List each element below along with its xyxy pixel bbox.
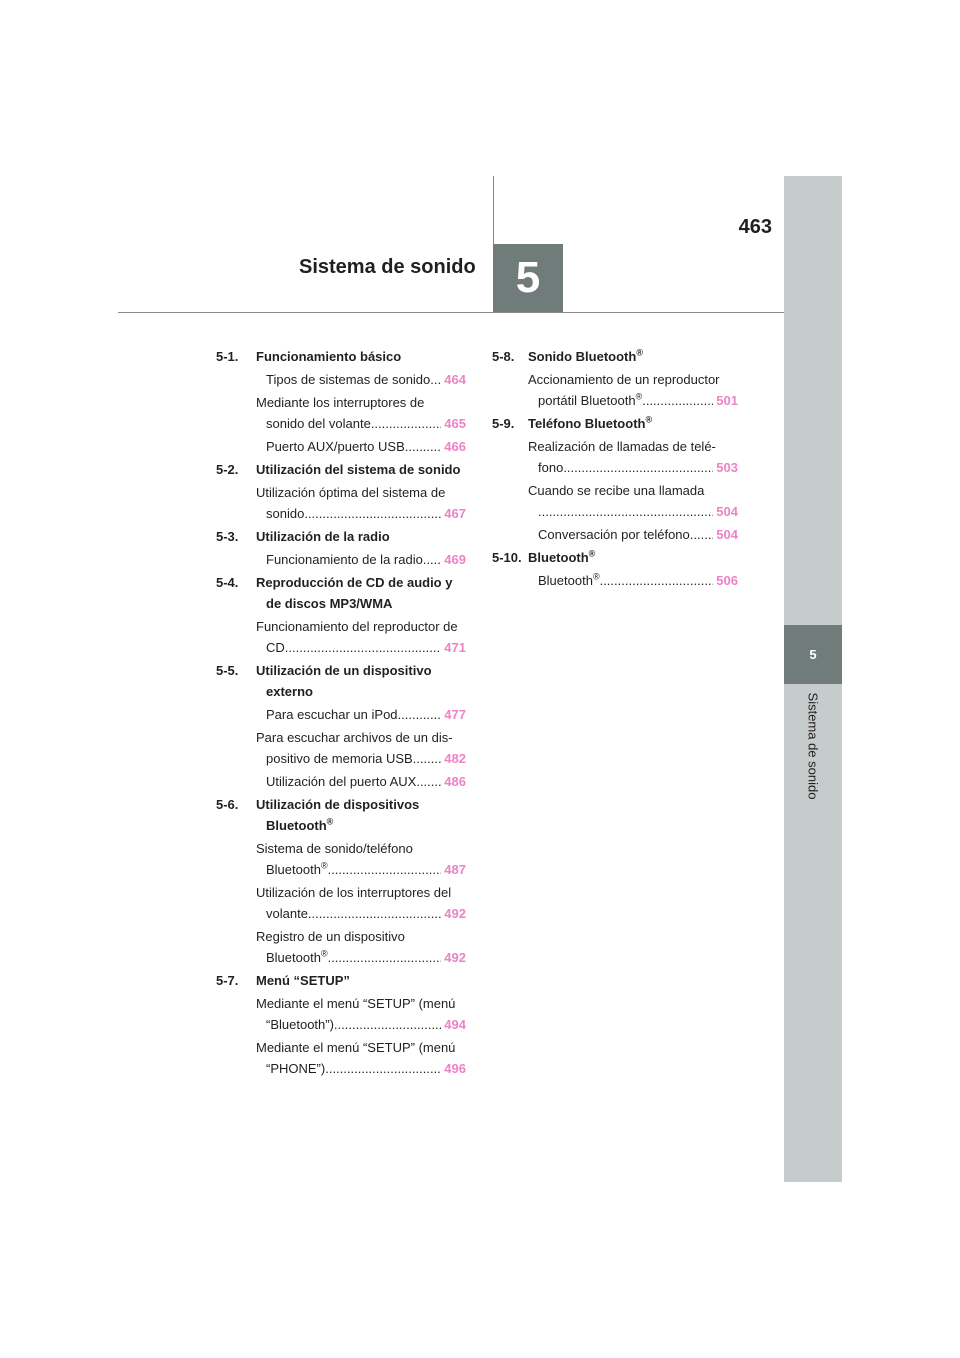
toc-entry[interactable] (256, 838, 466, 880)
toc-section-number: 5-1. (216, 349, 239, 364)
toc-page-link[interactable]: 504 (716, 527, 738, 542)
toc-entry-line (266, 748, 466, 769)
toc-entry-text: Bluetooth® (538, 571, 600, 588)
toc-entry-line (538, 457, 738, 478)
toc-entry[interactable] (256, 436, 466, 457)
chapter-number-box: 5 (493, 244, 563, 312)
dot-leader (325, 1058, 441, 1079)
side-tab-label: Sistema de sonido (805, 692, 821, 800)
dot-leader (308, 903, 441, 924)
toc-entry[interactable] (528, 570, 738, 591)
toc-entry-text: Bluetooth® (266, 948, 328, 965)
toc-section (492, 547, 738, 568)
dot-leader (430, 369, 441, 390)
toc-entry-line (538, 524, 738, 545)
toc-entry-text: “PHONE”) (266, 1061, 326, 1076)
toc-entry[interactable] (256, 882, 466, 924)
toc-entry-line (266, 859, 466, 880)
toc-entry-line (266, 503, 466, 524)
toc-section-number: 5-9. (492, 416, 515, 431)
toc-entry[interactable] (528, 480, 738, 522)
toc-entry[interactable] (528, 369, 738, 411)
toc-entry[interactable] (256, 993, 466, 1035)
dot-leader (563, 457, 713, 478)
toc-section (492, 413, 738, 434)
registered-mark: ® (645, 414, 653, 425)
dot-leader (328, 947, 442, 968)
toc-section-title: Sonido Bluetooth® (528, 347, 643, 364)
toc-section-number: 5-8. (492, 349, 515, 364)
toc-entry-text: Funcionamiento de la radio (266, 552, 423, 567)
toc-entry-line (266, 549, 466, 570)
dot-leader (334, 1014, 441, 1035)
toc-page-link[interactable]: 501 (716, 393, 738, 408)
toc-entry-text: Utilización óptima del sistema de (256, 485, 446, 500)
toc-page-link[interactable]: 486 (444, 774, 466, 789)
toc-page-link[interactable]: 467 (444, 506, 466, 521)
toc-entry-text: sonido del volante (266, 416, 371, 431)
toc-section-number: 5-7. (216, 973, 239, 988)
toc-section-title: Teléfono Bluetooth® (528, 414, 653, 431)
toc-entry-text: positivo de memoria USB (266, 751, 413, 766)
toc-entry-line (266, 947, 466, 968)
toc-page-link[interactable]: 466 (444, 439, 466, 454)
toc-entry-text: Tipos de sistemas de sonido (266, 372, 431, 387)
toc-entry-line (266, 1058, 466, 1079)
dot-leader (413, 748, 442, 769)
toc-entry-text: Funcionamiento del reproductor de (256, 619, 458, 634)
registered-mark: ® (635, 391, 643, 402)
toc-entry-text: Para escuchar archivos de un dis- (256, 730, 453, 745)
registered-mark: ® (588, 548, 596, 559)
dot-leader (285, 637, 442, 658)
toc-entry-text: volante (266, 906, 308, 921)
toc-page-link[interactable]: 469 (444, 552, 466, 567)
toc-entry-line (266, 1014, 466, 1035)
toc-section (492, 346, 738, 367)
toc-section-number: 5-6. (216, 797, 239, 812)
toc-section-number: 5-3. (216, 529, 239, 544)
toc-entry-text: Bluetooth® (266, 860, 328, 877)
toc-entry[interactable] (256, 926, 466, 968)
toc-entry-text: Puerto AUX/puerto USB (266, 439, 405, 454)
toc-entry-line (266, 413, 466, 434)
toc-page-link[interactable]: 506 (716, 573, 738, 588)
toc-entry[interactable] (256, 727, 466, 769)
toc-section-title: Reproducción de CD de audio y de discos MP3/WMA (256, 575, 453, 611)
toc-section (216, 794, 466, 836)
dot-leader (600, 570, 714, 591)
toc-entry-text: “Bluetooth”) (266, 1017, 334, 1032)
registered-mark: ® (320, 948, 328, 959)
toc-entry[interactable] (256, 1037, 466, 1079)
registered-mark: ® (636, 347, 643, 358)
toc-page-link[interactable]: 482 (444, 751, 466, 766)
dot-leader (423, 549, 441, 570)
toc-page-link[interactable]: 487 (444, 862, 466, 877)
toc-right-column (492, 344, 738, 591)
toc-section (216, 459, 466, 480)
toc-entry-text: Mediante el menú “SETUP” (menú (256, 1040, 456, 1055)
toc-left-column (216, 344, 466, 1079)
toc-entry-line (538, 570, 738, 591)
dot-leader (304, 503, 441, 524)
toc-entry-line (266, 369, 466, 390)
toc-entry-line (266, 637, 466, 658)
toc-page-link[interactable]: 471 (444, 640, 466, 655)
toc-entry-line (266, 704, 466, 725)
side-tab-number[interactable]: 5 (784, 625, 842, 684)
dot-leader (538, 501, 713, 522)
toc-section (216, 572, 466, 614)
toc-section (216, 660, 466, 702)
toc-entry-line (266, 771, 466, 792)
dot-leader (690, 524, 714, 545)
header-horizontal-rule (118, 312, 784, 313)
toc-page-link[interactable]: 504 (716, 504, 738, 519)
toc-entry[interactable] (256, 771, 466, 792)
toc-page-link[interactable]: 465 (444, 416, 466, 431)
toc-entry-text: Accionamiento de un reproductor (528, 372, 720, 387)
toc-entry-text: fono (538, 460, 564, 475)
toc-page-link[interactable]: 492 (444, 950, 466, 965)
toc-entry[interactable] (256, 616, 466, 658)
toc-entry-line (538, 390, 738, 411)
toc-entry-text: portátil Bluetooth® (538, 391, 643, 408)
toc-entry[interactable] (256, 482, 466, 524)
toc-page-link[interactable]: 503 (716, 460, 738, 475)
toc-entry-text: Cuando se recibe una llamada (528, 483, 705, 498)
toc-section-number: 5-10. (492, 550, 522, 565)
toc-entry-text: CD (266, 640, 285, 655)
dot-leader (371, 413, 441, 434)
dot-leader (405, 436, 442, 457)
toc-section-title: Utilización de la radio (256, 529, 390, 544)
toc-section-number: 5-4. (216, 575, 239, 590)
toc-entry[interactable] (256, 369, 466, 390)
toc-section-title: Utilización del sistema de sonido (256, 462, 461, 477)
toc-entry-text: Mediante los interruptores de (256, 395, 425, 410)
toc-entry-text: Sistema de sonido/teléfono (256, 841, 413, 856)
toc-entry[interactable] (256, 392, 466, 434)
toc-section (216, 970, 466, 991)
toc-section-number: 5-2. (216, 462, 239, 477)
toc-entry-line (266, 436, 466, 457)
toc-page-link[interactable]: 492 (444, 906, 466, 921)
toc-section-number: 5-5. (216, 663, 239, 678)
registered-mark: ® (320, 860, 328, 871)
toc-entry-line (266, 903, 466, 924)
toc-page-link[interactable]: 494 (444, 1017, 466, 1032)
toc-page-link[interactable]: 496 (444, 1061, 466, 1076)
dot-leader (416, 771, 441, 792)
toc-entry-text: Mediante el menú “SETUP” (menú (256, 996, 456, 1011)
toc-page-link[interactable]: 464 (444, 372, 466, 387)
toc-entry-text: Utilización del puerto AUX (266, 774, 417, 789)
toc-section-title: Funcionamiento básico (256, 349, 402, 364)
registered-mark: ® (326, 816, 334, 827)
toc-section (216, 526, 466, 547)
page-number: 463 (738, 216, 772, 238)
dot-leader (328, 859, 442, 880)
toc-section-title: Utilización de dispositivos Bluetooth® (256, 797, 420, 833)
toc-entry[interactable] (528, 524, 738, 545)
toc-section-title: Bluetooth® (528, 548, 596, 565)
dot-leader (642, 390, 713, 411)
toc-entry[interactable] (528, 436, 738, 478)
toc-entry-text: Realización de llamadas de telé- (528, 439, 716, 454)
dot-leader (398, 704, 442, 725)
toc-entry-line (538, 501, 738, 522)
toc-entry[interactable] (256, 549, 466, 570)
toc-page-link[interactable]: 477 (444, 707, 466, 722)
toc-entry-text: Para escuchar un iPod (266, 707, 398, 722)
registered-mark: ® (592, 571, 600, 582)
toc-entry-text: Conversación por teléfono (538, 527, 690, 542)
toc-section-title: Utilización de un dispositivo externo (256, 663, 432, 699)
toc-entry-text: Registro de un dispositivo (256, 929, 405, 944)
toc-entry-text: sonido (266, 506, 305, 521)
toc-entry-text: Utilización de los interruptores del (256, 885, 452, 900)
toc-entry[interactable] (256, 704, 466, 725)
toc-section-title: Menú “SETUP” (256, 973, 350, 988)
chapter-title: Sistema de sonido (299, 256, 476, 278)
toc-section (216, 346, 466, 367)
header-vertical-rule (493, 176, 494, 244)
